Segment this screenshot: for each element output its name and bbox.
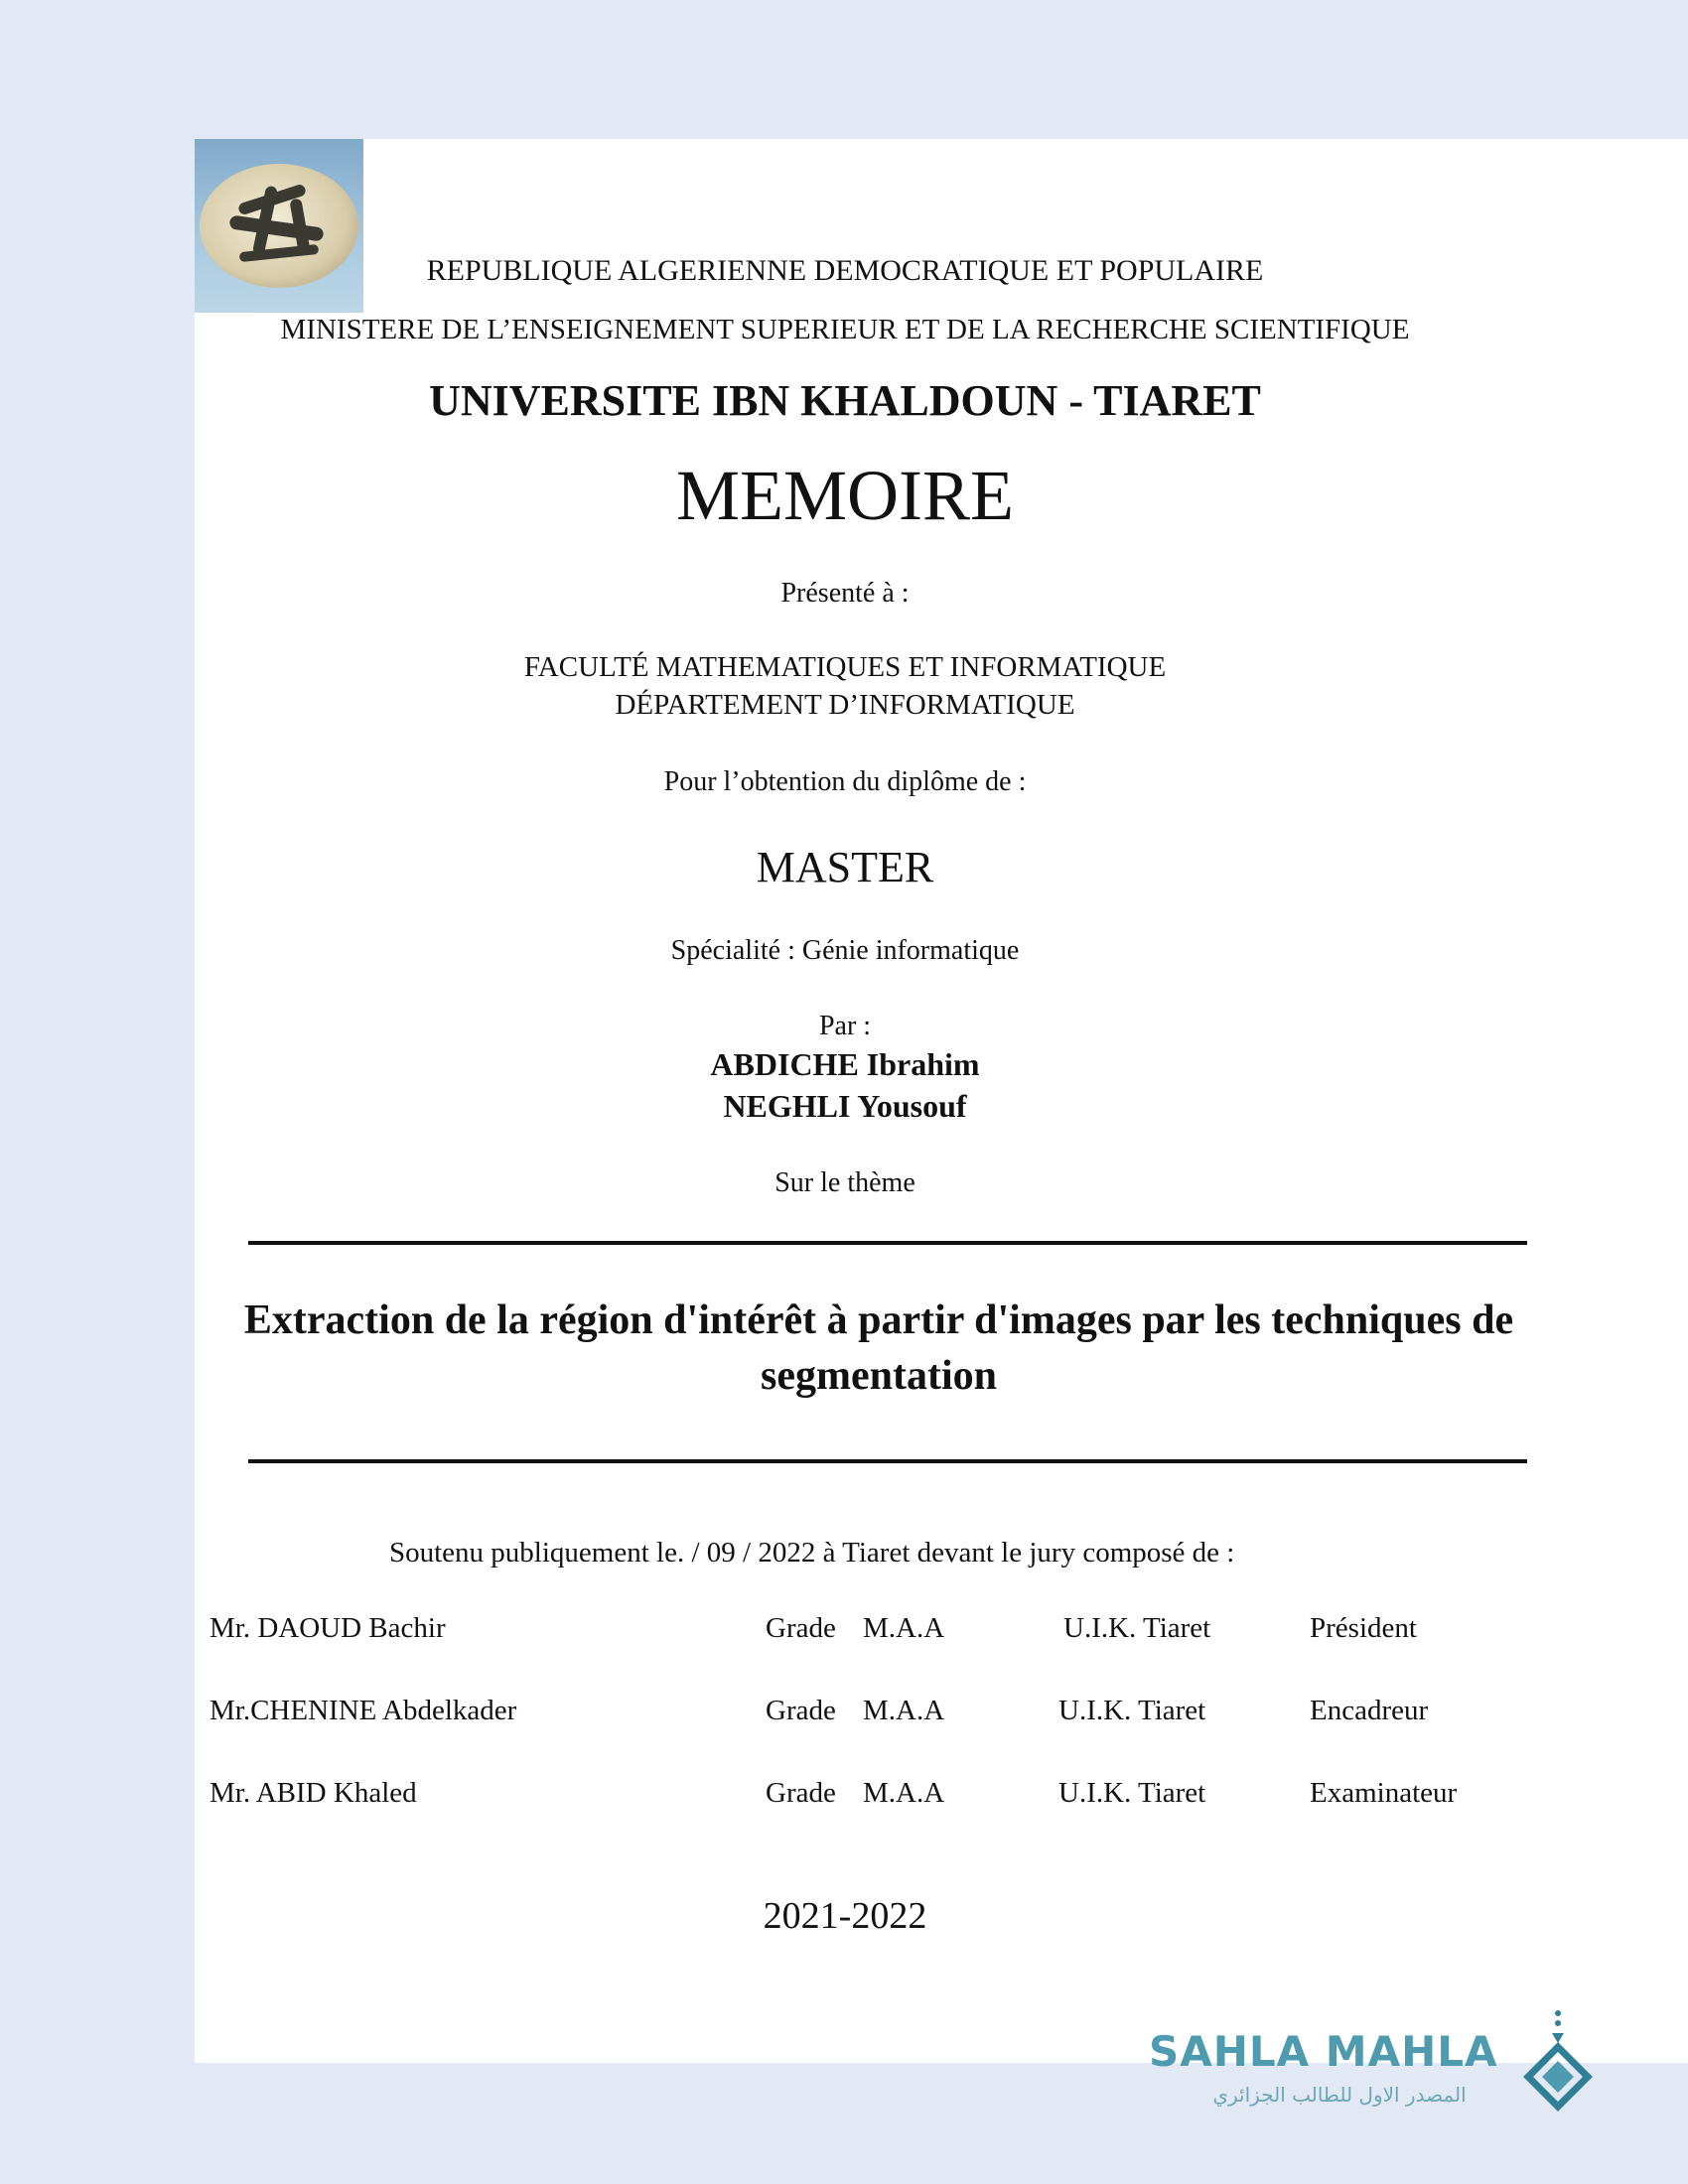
jury-member-name: Mr. ABID Khaled bbox=[210, 1777, 417, 1809]
sahla-mahla-watermark bbox=[1149, 2027, 1606, 2136]
jury-role: Examinateur bbox=[1310, 1777, 1458, 1809]
brand-name: SAHLA MAHLA bbox=[1149, 2027, 1498, 2076]
author-name: ABDICHE Ibrahim bbox=[710, 1046, 980, 1082]
jury-grade-label: Grade bbox=[766, 1612, 836, 1644]
jury-grade: M.A.A bbox=[863, 1695, 945, 1726]
jury-university: U.I.K. Tiaret bbox=[1058, 1695, 1206, 1726]
ministry-heading: MINISTERE DE L’ENSEIGNEMENT SUPERIEUR ET DE LA RECHERCHE SCIENTIFIQUE bbox=[280, 314, 1410, 345]
by-label: Par : bbox=[818, 1011, 872, 1041]
jury-role: Président bbox=[1310, 1612, 1417, 1644]
brand-subtitle: المصدر الاول للطالب الجزائري bbox=[1212, 2083, 1467, 2107]
diploma-name: MASTER bbox=[756, 843, 934, 891]
defense-statement: Soutenu publiquement le. / 09 / 2022 à Tiaret devant le jury composé de : bbox=[389, 1537, 1235, 1569]
jury-member-name: Mr.CHENINE Abdelkader bbox=[210, 1695, 517, 1726]
theme-label: Sur le thème bbox=[774, 1167, 915, 1198]
academic-year: 2021-2022 bbox=[763, 1895, 927, 1937]
jury-university: U.I.K. Tiaret bbox=[1058, 1777, 1206, 1809]
jury-university: U.I.K. Tiaret bbox=[1063, 1612, 1211, 1644]
presented-label: Présenté à : bbox=[780, 578, 910, 609]
faculty-name: FACULTÉ MATHEMATIQUES ET INFORMATIQUE bbox=[523, 651, 1167, 683]
jury-member-name: Mr. DAOUD Bachir bbox=[210, 1612, 446, 1644]
department-name: DÉPARTEMENT D’INFORMATIQUE bbox=[615, 689, 1075, 721]
brand-logo-icon bbox=[1518, 2007, 1598, 2116]
republic-heading: REPUBLIQUE ALGERIENNE DEMOCRATIQUE ET POPULAIRE bbox=[426, 254, 1264, 287]
jury-grade-label: Grade bbox=[766, 1695, 836, 1726]
divider bbox=[248, 1459, 1527, 1463]
jury-grade: M.A.A bbox=[863, 1777, 945, 1809]
divider bbox=[248, 1241, 1527, 1245]
jury-grade-label: Grade bbox=[766, 1777, 836, 1809]
university-heading: UNIVERSITE IBN KHALDOUN - TIARET bbox=[429, 376, 1261, 425]
thesis-theme: Extraction de la région d'intérêt à partir d'images par les techniques de segmentation bbox=[243, 1297, 1514, 1399]
author-name: NEGHLI Yousouf bbox=[723, 1088, 967, 1124]
jury-role: Encadreur bbox=[1310, 1695, 1429, 1726]
speciality: Spécialité : Génie informatique bbox=[670, 935, 1020, 966]
document-title: MEMOIRE bbox=[676, 456, 1014, 535]
obtention-label: Pour l’obtention du diplôme de : bbox=[663, 766, 1027, 797]
jury-grade: M.A.A bbox=[863, 1612, 945, 1644]
